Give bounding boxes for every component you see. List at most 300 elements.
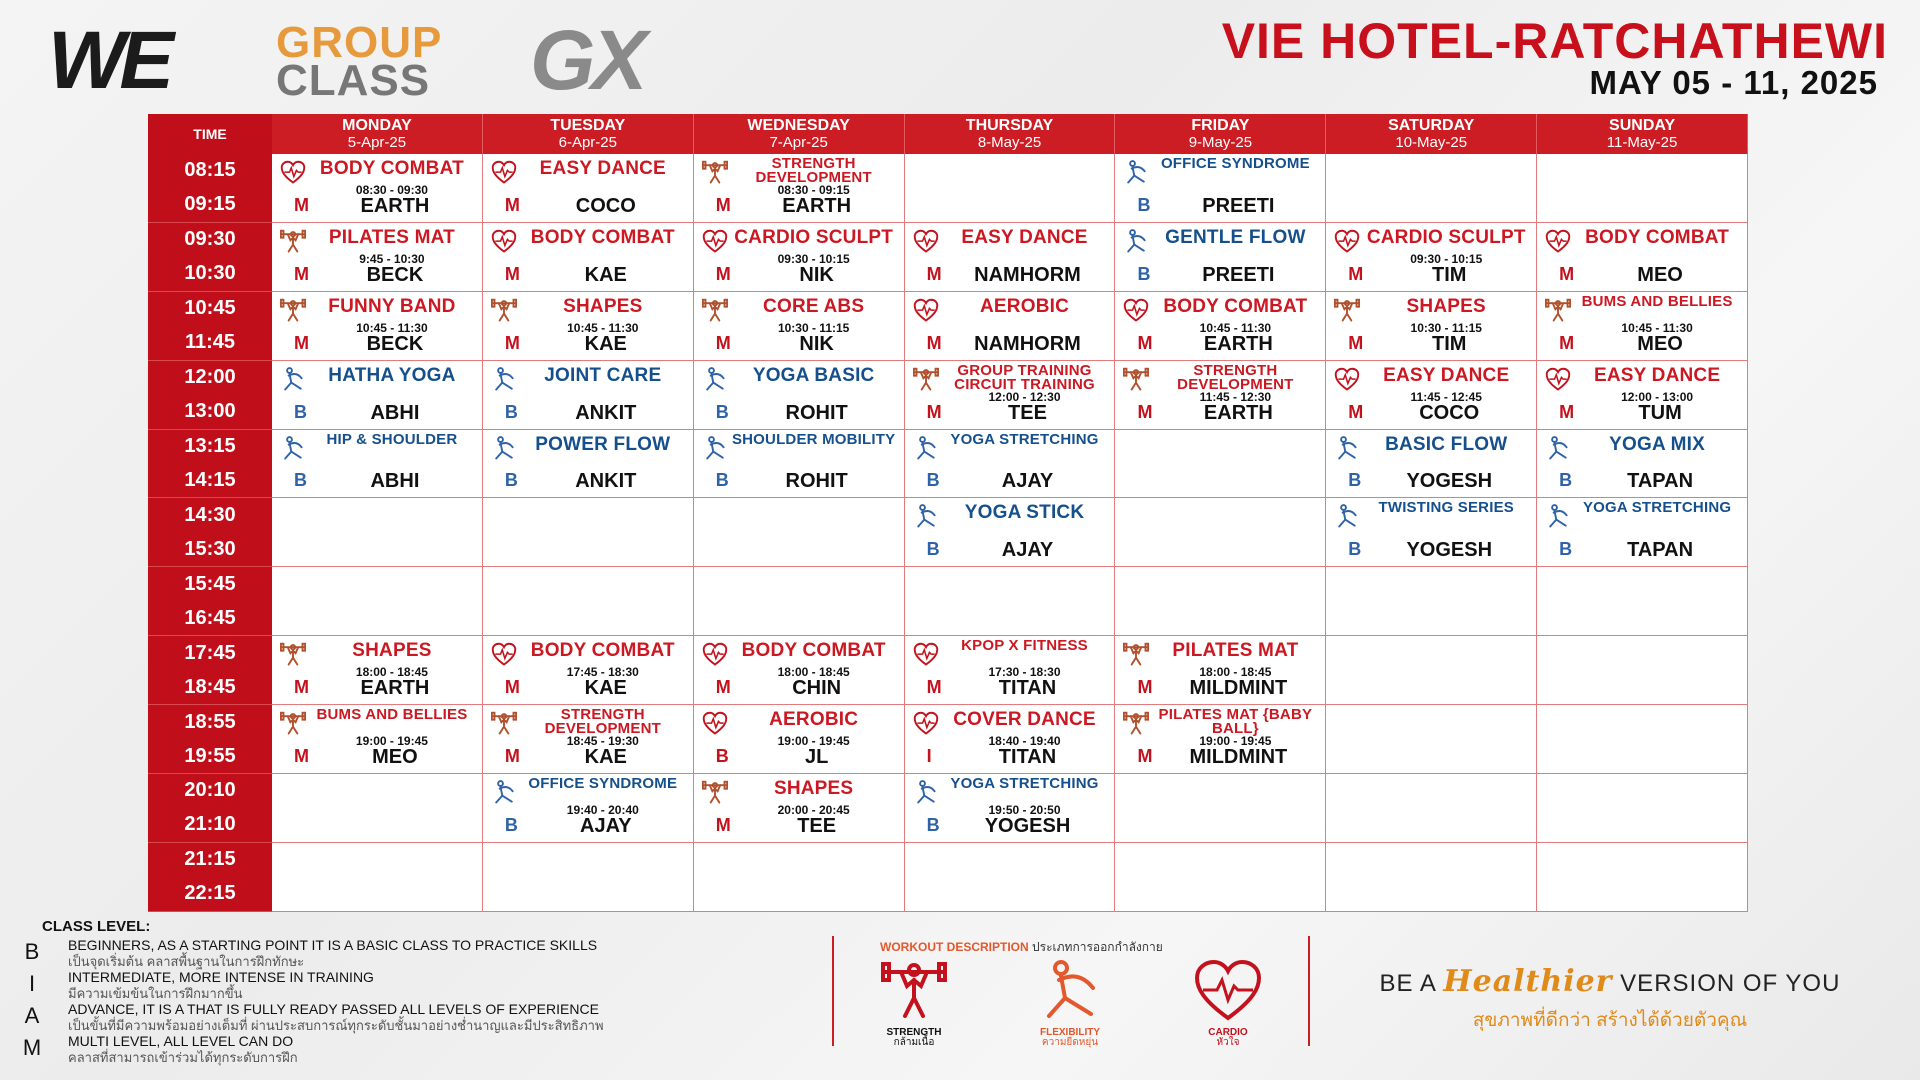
empty-cell <box>272 843 483 912</box>
class-level-badge: M <box>1348 263 1364 284</box>
coach-name: TITAN <box>998 677 1057 700</box>
class-time: 10:45 - 11:30 <box>567 320 639 335</box>
class-name: STRENGTH DEVELOPMENT <box>544 706 661 738</box>
class-name: GROUP TRAINING CIRCUIT TRAINING <box>954 361 1095 393</box>
coach-name: COCO <box>575 194 636 217</box>
stretch-icon <box>1035 958 1105 1022</box>
coach-name: AJAY <box>1001 539 1054 562</box>
coach-name: YOGESH <box>984 814 1071 837</box>
day-name: WEDNESDAY <box>747 117 850 134</box>
empty-cell <box>1326 843 1537 912</box>
day-name: THURSDAY <box>965 117 1054 134</box>
class-cell[interactable] <box>272 361 483 430</box>
class-name: YOGA STICK <box>964 502 1085 524</box>
stretch-icon <box>913 504 939 530</box>
class-name: BODY COMBAT <box>1585 226 1730 248</box>
slot-end: 09:15 <box>184 193 236 216</box>
coach-name: MEO <box>1637 332 1683 355</box>
coach-name: CHIN <box>792 677 842 700</box>
coach-name: TIM <box>1432 263 1467 286</box>
day-name: SUNDAY <box>1609 117 1676 134</box>
class-level-badge: M <box>715 194 731 215</box>
empty-cell <box>1537 843 1748 912</box>
barbell-icon <box>491 298 517 324</box>
heart-pulse-icon <box>1334 367 1360 393</box>
class-name: YOGA MIX <box>1609 433 1706 455</box>
class-level-badge: M <box>926 401 942 422</box>
stretch-icon <box>491 780 517 806</box>
barbell-icon <box>1545 298 1571 324</box>
class-cell[interactable] <box>905 292 1116 361</box>
workout-description <box>832 936 1310 1046</box>
class-name: EASY DANCE <box>961 226 1088 248</box>
heart-pulse-icon <box>491 160 517 186</box>
class-cell[interactable] <box>272 636 483 705</box>
class-level-badge: M <box>926 263 942 284</box>
coach-name: EARTH <box>1203 332 1273 355</box>
class-level-badge: M <box>715 814 731 835</box>
coach-name: TEE <box>1008 401 1047 424</box>
class-cell[interactable] <box>694 636 905 705</box>
class-level-badge: M <box>1559 401 1575 422</box>
class-cell[interactable] <box>694 705 905 774</box>
slot-start: 18:55 <box>184 710 236 733</box>
day-header <box>905 114 1116 154</box>
class-cell[interactable] <box>483 774 694 843</box>
empty-cell <box>1115 774 1326 843</box>
coach-name: KAE <box>584 677 627 700</box>
class-cell[interactable] <box>272 430 483 499</box>
class-level-badge: M <box>504 746 520 767</box>
barbell-icon <box>702 780 728 806</box>
slot-end: 19:55 <box>184 744 236 767</box>
class-time: 12:00 - 13:00 <box>1621 389 1694 404</box>
class-cell[interactable] <box>483 430 694 499</box>
coach-name: TAPAN <box>1627 539 1694 562</box>
class-level-badge: B <box>1137 263 1151 284</box>
class-name: SHOULDER MOBILITY <box>731 430 896 448</box>
empty-cell <box>1326 774 1537 843</box>
level-desc-th: มีความเข้มข้นในการฝึกมากขึ้น <box>68 986 243 1001</box>
class-name: HIP & SHOULDER <box>326 430 458 448</box>
time-slot <box>148 154 272 223</box>
class-cell[interactable] <box>694 361 905 430</box>
day-name: TUESDAY <box>550 117 626 134</box>
slot-start: 08:15 <box>184 159 236 182</box>
class-time: 18:00 - 18:45 <box>777 665 850 680</box>
class-level-badge: M <box>1137 401 1153 422</box>
class-cell[interactable] <box>483 292 694 361</box>
class-name: YOGA STRETCHING <box>950 430 1099 448</box>
coach-name: TITAN <box>998 746 1057 769</box>
class-level-badge: B <box>715 746 729 767</box>
class-level-badge: B <box>1348 470 1362 491</box>
class-time: 18:00 - 18:45 <box>1199 665 1272 680</box>
empty-cell <box>483 498 694 567</box>
class-name: SHAPES <box>1406 295 1486 317</box>
time-header: TIME <box>148 114 272 154</box>
empty-cell <box>694 567 905 636</box>
coach-name: TUM <box>1638 401 1682 424</box>
barbell-icon <box>1123 367 1149 393</box>
class-time: 18:00 - 18:45 <box>355 665 428 680</box>
empty-cell <box>1115 498 1326 567</box>
barbell-icon <box>1123 642 1149 668</box>
coach-name: EARTH <box>360 194 430 217</box>
level-desc-en: ADVANCE, IT IS A THAT IS FULLY READY PASSED ALL LEVELS OF EXPERIENCE <box>68 1001 599 1017</box>
coach-name: TEE <box>797 814 837 837</box>
slogan-en: BE A Healthier VERSION OF YOU <box>1379 964 1841 999</box>
heart-pulse-icon <box>1123 298 1149 324</box>
empty-cell <box>1326 636 1537 705</box>
time-slot <box>148 361 272 430</box>
empty-cell <box>1537 705 1748 774</box>
coach-name: ANKIT <box>575 470 637 493</box>
barbell-icon <box>702 298 728 324</box>
class-cell[interactable] <box>905 361 1116 430</box>
logo-group-text: GROUP <box>276 18 443 67</box>
empty-cell <box>1326 154 1537 223</box>
day-header <box>1115 114 1326 154</box>
day-header <box>694 114 905 154</box>
class-level-title: CLASS LEVEL: <box>42 918 151 935</box>
coach-name: YOGESH <box>1406 539 1493 562</box>
time-slot <box>148 292 272 361</box>
heart-pulse-icon <box>1545 367 1571 393</box>
stretch-icon <box>1123 229 1149 255</box>
empty-cell <box>1537 774 1748 843</box>
class-time: 19:00 - 19:45 <box>355 734 428 749</box>
coach-name: EARTH <box>1203 401 1273 424</box>
class-level-badge: B <box>504 814 518 835</box>
class-cell[interactable] <box>272 154 483 223</box>
class-cell[interactable] <box>905 430 1116 499</box>
coach-name: MEO <box>372 746 418 769</box>
class-name: GENTLE FLOW <box>1165 226 1306 248</box>
slot-end: 11:45 <box>184 331 236 354</box>
class-cell[interactable] <box>1326 430 1537 499</box>
class-cell[interactable] <box>1537 430 1748 499</box>
coach-name: ABHI <box>370 470 420 493</box>
class-cell[interactable] <box>1115 361 1326 430</box>
empty-cell <box>1326 567 1537 636</box>
class-cell[interactable] <box>272 292 483 361</box>
hotel-title: VIE HOTEL-RATCHATHEWI <box>1221 13 1888 69</box>
class-cell[interactable] <box>905 223 1116 292</box>
class-name: CARDIO SCULPT <box>1366 226 1526 248</box>
class-cell[interactable] <box>694 154 905 223</box>
class-level-badge: M <box>504 332 520 353</box>
day-name: MONDAY <box>342 117 412 134</box>
stretch-icon <box>1123 160 1149 186</box>
coach-name: ROHIT <box>785 401 848 424</box>
day-date: 8-May-25 <box>977 134 1042 151</box>
day-date: 7-Apr-25 <box>769 134 828 151</box>
empty-cell <box>905 567 1116 636</box>
slogan-th: สุขภาพที่ดีกว่า สร้างได้ด้วยตัวคุณ <box>1472 1010 1748 1031</box>
slot-end: 13:00 <box>184 400 236 423</box>
class-name: PILATES MAT {BABY BALL} <box>1158 706 1313 738</box>
class-timetable <box>148 114 1748 912</box>
coach-name: PREETI <box>1202 263 1275 286</box>
class-level-badge: B <box>504 401 518 422</box>
coach-name: MILDMINT <box>1189 746 1288 769</box>
class-level-badge: B <box>1559 539 1573 560</box>
class-name: OFFICE SYNDROME <box>1160 155 1310 172</box>
class-name: KPOP X FITNESS <box>961 637 1088 655</box>
class-cell[interactable] <box>694 292 905 361</box>
barbell-icon <box>280 229 306 255</box>
class-level-badge: M <box>504 677 520 698</box>
class-cell[interactable] <box>905 705 1116 774</box>
level-desc-en: MULTI LEVEL, ALL LEVEL CAN DO <box>68 1033 294 1049</box>
barbell-icon <box>879 958 949 1022</box>
class-name: EASY DANCE <box>539 158 666 179</box>
class-cell[interactable] <box>1115 154 1326 223</box>
class-time: 9:45 - 10:30 <box>359 251 425 266</box>
class-name: SHAPES <box>773 778 854 800</box>
class-name: CORE ABS <box>763 295 865 317</box>
class-cell[interactable] <box>905 774 1116 843</box>
heart-pulse-icon <box>913 642 939 668</box>
level-desc-th: เป็นขั้นที่มีความพร้อมอย่างเต็มที่ ผ่านประสบการณ์ทุกระดับชั้นมาอย่างช่ำนาญและมีประสิทธิภาพ <box>68 1018 604 1033</box>
class-time: 18:40 - 19:40 <box>988 734 1061 749</box>
class-level-badge: B <box>1348 539 1362 560</box>
heart-pulse-icon <box>913 229 939 255</box>
empty-cell <box>694 498 905 567</box>
coach-name: EARTH <box>782 194 852 217</box>
class-name: EASY DANCE <box>1383 364 1510 386</box>
coach-name: NAMHORM <box>974 332 1081 355</box>
class-level-badge: M <box>1348 401 1364 422</box>
class-cell[interactable] <box>272 223 483 292</box>
class-level-badge: M <box>715 263 731 284</box>
level-desc-th: เป็นจุดเริ่มต้น คลาสพื้นฐานในการฝึกทักษะ <box>68 954 305 969</box>
stretch-icon <box>1334 504 1360 530</box>
day-date: 11-May-25 <box>1606 134 1678 151</box>
time-slot <box>148 774 272 843</box>
level-letter: A <box>24 1003 40 1028</box>
empty-cell <box>272 498 483 567</box>
class-time: 10:30 - 11:15 <box>1410 320 1482 335</box>
workout-title: WORKOUT DESCRIPTION ประเภทการออกกำลังกาย <box>880 940 1163 954</box>
heart-pulse-icon <box>1193 958 1263 1022</box>
heart-pulse-icon <box>913 298 939 324</box>
class-cell[interactable] <box>1115 292 1326 361</box>
empty-cell <box>1115 430 1326 499</box>
class-cell[interactable] <box>483 361 694 430</box>
class-cell[interactable] <box>1115 705 1326 774</box>
class-cell[interactable] <box>483 705 694 774</box>
barbell-icon <box>491 711 517 737</box>
heart-pulse-icon <box>491 229 517 255</box>
barbell-icon <box>280 711 306 737</box>
class-time: 12:00 - 12:30 <box>988 389 1061 404</box>
heart-pulse-icon <box>1545 229 1571 255</box>
class-level-badge: B <box>294 470 307 491</box>
time-slot <box>148 430 272 499</box>
level-letter: M <box>22 1035 42 1060</box>
slot-start: 20:10 <box>184 779 236 802</box>
day-header <box>483 114 694 154</box>
class-name: EASY DANCE <box>1593 364 1721 386</box>
slot-end: 15:30 <box>184 537 236 560</box>
cardio-legend: CARDIO หัวใจ <box>1168 958 1288 1048</box>
barbell-icon <box>280 642 306 668</box>
day-date: 6-Apr-25 <box>558 134 617 151</box>
class-cell[interactable] <box>905 636 1116 705</box>
class-cell[interactable] <box>1115 636 1326 705</box>
slot-end: 10:30 <box>184 262 236 285</box>
logo-class-text: CLASS <box>276 56 431 105</box>
coach-name: BECK <box>366 332 424 355</box>
coach-name: PREETI <box>1202 194 1275 217</box>
slot-end: 21:10 <box>184 813 236 836</box>
barbell-icon <box>1123 711 1149 737</box>
class-level-badge: B <box>294 401 307 422</box>
stretch-icon <box>280 436 306 462</box>
class-level-badge: B <box>1559 470 1573 491</box>
heart-pulse-icon <box>913 711 939 737</box>
slot-start: 14:30 <box>184 503 236 526</box>
class-name: SHAPES <box>563 295 643 317</box>
class-cell[interactable] <box>1115 223 1326 292</box>
class-name: AEROBIC <box>980 295 1070 317</box>
coach-name: AJAY <box>1001 470 1054 493</box>
coach-name: NAMHORM <box>974 263 1081 286</box>
class-name: YOGA STRETCHING <box>1582 499 1732 517</box>
class-time: 10:45 - 11:30 <box>356 320 428 335</box>
slot-start: 21:15 <box>184 848 236 871</box>
class-name: BODY COMBAT <box>530 226 675 248</box>
class-level-badge: B <box>926 470 940 491</box>
coach-name: KAE <box>584 263 627 286</box>
slot-start: 13:15 <box>184 435 236 458</box>
class-cell[interactable] <box>1326 361 1537 430</box>
class-name: BODY COMBAT <box>319 158 464 179</box>
barbell-icon <box>280 298 306 324</box>
day-name: FRIDAY <box>1191 117 1250 134</box>
class-name: SHAPES <box>352 640 432 662</box>
slot-end: 22:15 <box>184 882 236 905</box>
class-level-item <box>24 999 820 1033</box>
class-time: 10:30 - 11:15 <box>777 320 850 335</box>
empty-cell <box>272 774 483 843</box>
slot-start: 17:45 <box>184 641 236 664</box>
class-time: 17:45 - 18:30 <box>566 665 639 680</box>
day-name: SATURDAY <box>1388 117 1475 134</box>
class-level-badge: M <box>294 194 309 215</box>
class-name: BUMS AND BELLIES <box>1581 292 1733 310</box>
class-cell[interactable] <box>1326 292 1537 361</box>
time-slot <box>148 567 272 636</box>
coach-name: NIK <box>799 263 834 286</box>
barbell-icon <box>913 367 939 393</box>
stretch-icon <box>1545 436 1571 462</box>
class-cell[interactable] <box>483 154 694 223</box>
date-range: MAY 05 - 11, 2025 <box>1589 64 1878 101</box>
class-time: 09:30 - 10:15 <box>777 251 850 266</box>
level-letter: B <box>24 939 40 964</box>
empty-cell <box>694 843 905 912</box>
coach-name: NIK <box>799 332 834 355</box>
coach-name: JL <box>804 746 829 769</box>
heart-pulse-icon <box>280 160 306 186</box>
coach-name: BECK <box>366 263 424 286</box>
class-cell[interactable] <box>694 774 905 843</box>
stretch-icon <box>702 367 728 393</box>
class-cell[interactable] <box>272 705 483 774</box>
class-time: 19:00 - 19:45 <box>1199 734 1272 749</box>
barbell-icon <box>702 160 728 186</box>
class-name: BASIC FLOW <box>1385 433 1508 455</box>
class-cell[interactable] <box>905 498 1116 567</box>
class-cell[interactable] <box>1537 223 1748 292</box>
class-level-badge: M <box>504 263 520 284</box>
class-name: YOGA BASIC <box>752 364 875 386</box>
class-level-badge: M <box>504 194 520 215</box>
class-cell[interactable] <box>694 430 905 499</box>
class-level-badge: B <box>1137 194 1151 215</box>
class-cell[interactable] <box>1326 498 1537 567</box>
class-level-badge: M <box>1137 332 1153 353</box>
stretch-icon <box>280 367 306 393</box>
empty-cell <box>905 154 1116 223</box>
slogan <box>1330 964 1890 1035</box>
class-level-badge: B <box>926 539 940 560</box>
slot-end: 16:45 <box>184 606 236 629</box>
class-level-badge: M <box>1559 263 1575 284</box>
class-name: PILATES MAT <box>1172 640 1299 662</box>
heart-pulse-icon <box>702 229 728 255</box>
class-name: STRENGTH DEVELOPMENT <box>755 155 872 186</box>
class-level-badge: M <box>294 263 309 284</box>
strength-legend: STRENGTH กล้ามเนื้อ <box>854 958 974 1048</box>
class-cell[interactable] <box>483 636 694 705</box>
class-cell[interactable] <box>1537 498 1748 567</box>
time-slot <box>148 223 272 292</box>
empty-cell <box>1537 567 1748 636</box>
class-name: PILATES MAT <box>328 226 455 248</box>
slot-start: 10:45 <box>184 297 236 320</box>
class-cell[interactable] <box>483 223 694 292</box>
class-cell[interactable] <box>694 223 905 292</box>
class-cell[interactable] <box>1326 223 1537 292</box>
empty-cell <box>483 567 694 636</box>
slot-end: 18:45 <box>184 675 236 698</box>
class-cell[interactable] <box>1537 361 1748 430</box>
coach-name: KAE <box>584 746 627 769</box>
class-level-badge: M <box>926 677 942 698</box>
heart-pulse-icon <box>1334 229 1360 255</box>
slot-start: 12:00 <box>184 366 236 389</box>
we-logo: WE <box>48 15 169 106</box>
heart-pulse-icon <box>702 642 728 668</box>
level-desc-th: คลาสที่สามารถเข้าร่วมได้ทุกระดับการฝึก <box>68 1050 298 1065</box>
class-time: 09:30 - 10:15 <box>1410 251 1483 266</box>
class-time: 18:45 - 19:30 <box>566 734 639 749</box>
stretch-icon <box>1545 504 1571 530</box>
class-name: OFFICE SYNDROME <box>528 775 678 793</box>
class-name: BODY COMBAT <box>741 640 886 662</box>
class-cell[interactable] <box>1537 292 1748 361</box>
slot-start: 15:45 <box>184 572 236 595</box>
class-level-badge: M <box>926 332 942 353</box>
day-header <box>1326 114 1537 154</box>
coach-name: MEO <box>1637 263 1683 286</box>
class-name: CARDIO SCULPT <box>734 226 894 248</box>
empty-cell <box>905 843 1116 912</box>
